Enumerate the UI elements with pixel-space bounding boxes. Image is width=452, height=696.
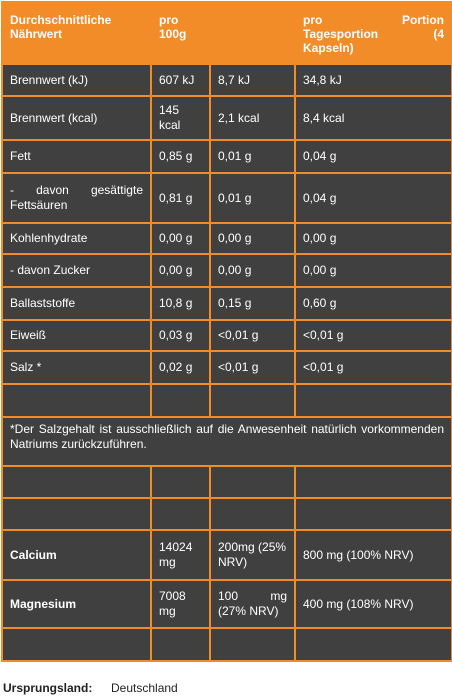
table-row <box>2 254 452 287</box>
table-row <box>2 351 452 384</box>
value-per-100g: 0,03 g <box>151 320 210 351</box>
value-per-100g: 0,81 g <box>151 173 210 223</box>
value-per-100g: 0,85 g <box>151 140 210 173</box>
nutrition-table <box>1 1 452 662</box>
table-row <box>2 64 452 96</box>
header-per-portion-text: pro Portion Tagesportion (4 Kapseln) <box>303 13 444 55</box>
value-per-100g: 0,02 g <box>151 351 210 384</box>
value-per-day: 8,4 kcal <box>295 96 452 140</box>
salt-footnote: *Der Salzgehalt ist ausschließlich auf die Anwesenheit natürlich vorkommenden Natriums zurückzuführen. <box>2 417 452 466</box>
value-per-100g: 10,8 g <box>151 287 210 320</box>
nutrient-name: Eiweiß <box>2 320 151 351</box>
value-per-day: 0,60 g <box>295 287 452 320</box>
origin-label: Ursprungsland: <box>3 681 93 695</box>
value-per-capsule: 0,01 g <box>210 140 295 173</box>
value-per-capsule: 100 mg (27% NRV) <box>210 580 295 628</box>
value-per-day: 0,00 g <box>295 254 452 287</box>
nutrient-name: Brennwert (kcal) <box>2 96 151 140</box>
value-per-100g: 145 kcal <box>151 96 210 140</box>
value-per-day: 34,8 kJ <box>295 64 452 96</box>
nutrient-name: - davon Zucker <box>2 254 151 287</box>
value-per-100g: 14024 mg <box>151 530 210 580</box>
table-row <box>2 287 452 320</box>
value-per-100g: 0,00 g <box>151 254 210 287</box>
table-row <box>2 173 452 223</box>
table-row <box>2 320 452 351</box>
origin-value: Deutschland <box>111 681 178 695</box>
value-per-capsule: 2,1 kcal <box>210 96 295 140</box>
value-per-capsule: 0,01 g <box>210 173 295 223</box>
mineral-row <box>2 580 452 628</box>
mineral-name: Magnesium <box>2 580 151 628</box>
empty-row <box>2 498 452 530</box>
footnote-row <box>2 417 452 466</box>
value-per-capsule: <0,01 g <box>210 351 295 384</box>
nutrient-name: Fett <box>2 140 151 173</box>
header-per-100g-text: pro 100g <box>159 13 187 41</box>
value-per-day: 0,00 g <box>295 223 452 254</box>
header-per-portion <box>295 2 452 64</box>
value-per-100g: 7008 mg <box>151 580 210 628</box>
value-per-day: <0,01 g <box>295 351 452 384</box>
value-per-capsule: 8,7 kJ <box>210 64 295 96</box>
nutrient-name: Kohlenhydrate <box>2 223 151 254</box>
table-row <box>2 96 452 140</box>
value-per-day: <0,01 g <box>295 320 452 351</box>
value-per-day: 0,04 g <box>295 140 452 173</box>
value-per-day: 0,04 g <box>295 173 452 223</box>
origin-line <box>3 681 178 695</box>
value-per-capsule: 0,00 g <box>210 254 295 287</box>
empty-row <box>2 466 452 498</box>
table-row <box>2 223 452 254</box>
value-per-capsule: 200mg (25% NRV) <box>210 530 295 580</box>
nutrient-name: - davon gesättigte Fettsäuren <box>2 173 151 223</box>
value-per-100g: 0,00 g <box>151 223 210 254</box>
value-per-100g: 607 kJ <box>151 64 210 96</box>
nutrient-name: Brennwert (kJ) <box>2 64 151 96</box>
mineral-name: Calcium <box>2 530 151 580</box>
value-per-capsule: <0,01 g <box>210 320 295 351</box>
header-per-100g <box>151 2 295 64</box>
value-per-capsule: 0,15 g <box>210 287 295 320</box>
value-per-capsule: 0,00 g <box>210 223 295 254</box>
value-per-day: 800 mg (100% NRV) <box>295 530 452 580</box>
value-per-day: 400 mg (108% NRV) <box>295 580 452 628</box>
empty-row <box>2 384 452 417</box>
empty-row <box>2 628 452 661</box>
table-header-row <box>2 2 452 64</box>
nutrient-name: Salz * <box>2 351 151 384</box>
table-row <box>2 140 452 173</box>
mineral-row <box>2 530 452 580</box>
nutrient-name: Ballaststoffe <box>2 287 151 320</box>
header-nutrient: Durchschnittliche Nährwert <box>2 2 151 64</box>
